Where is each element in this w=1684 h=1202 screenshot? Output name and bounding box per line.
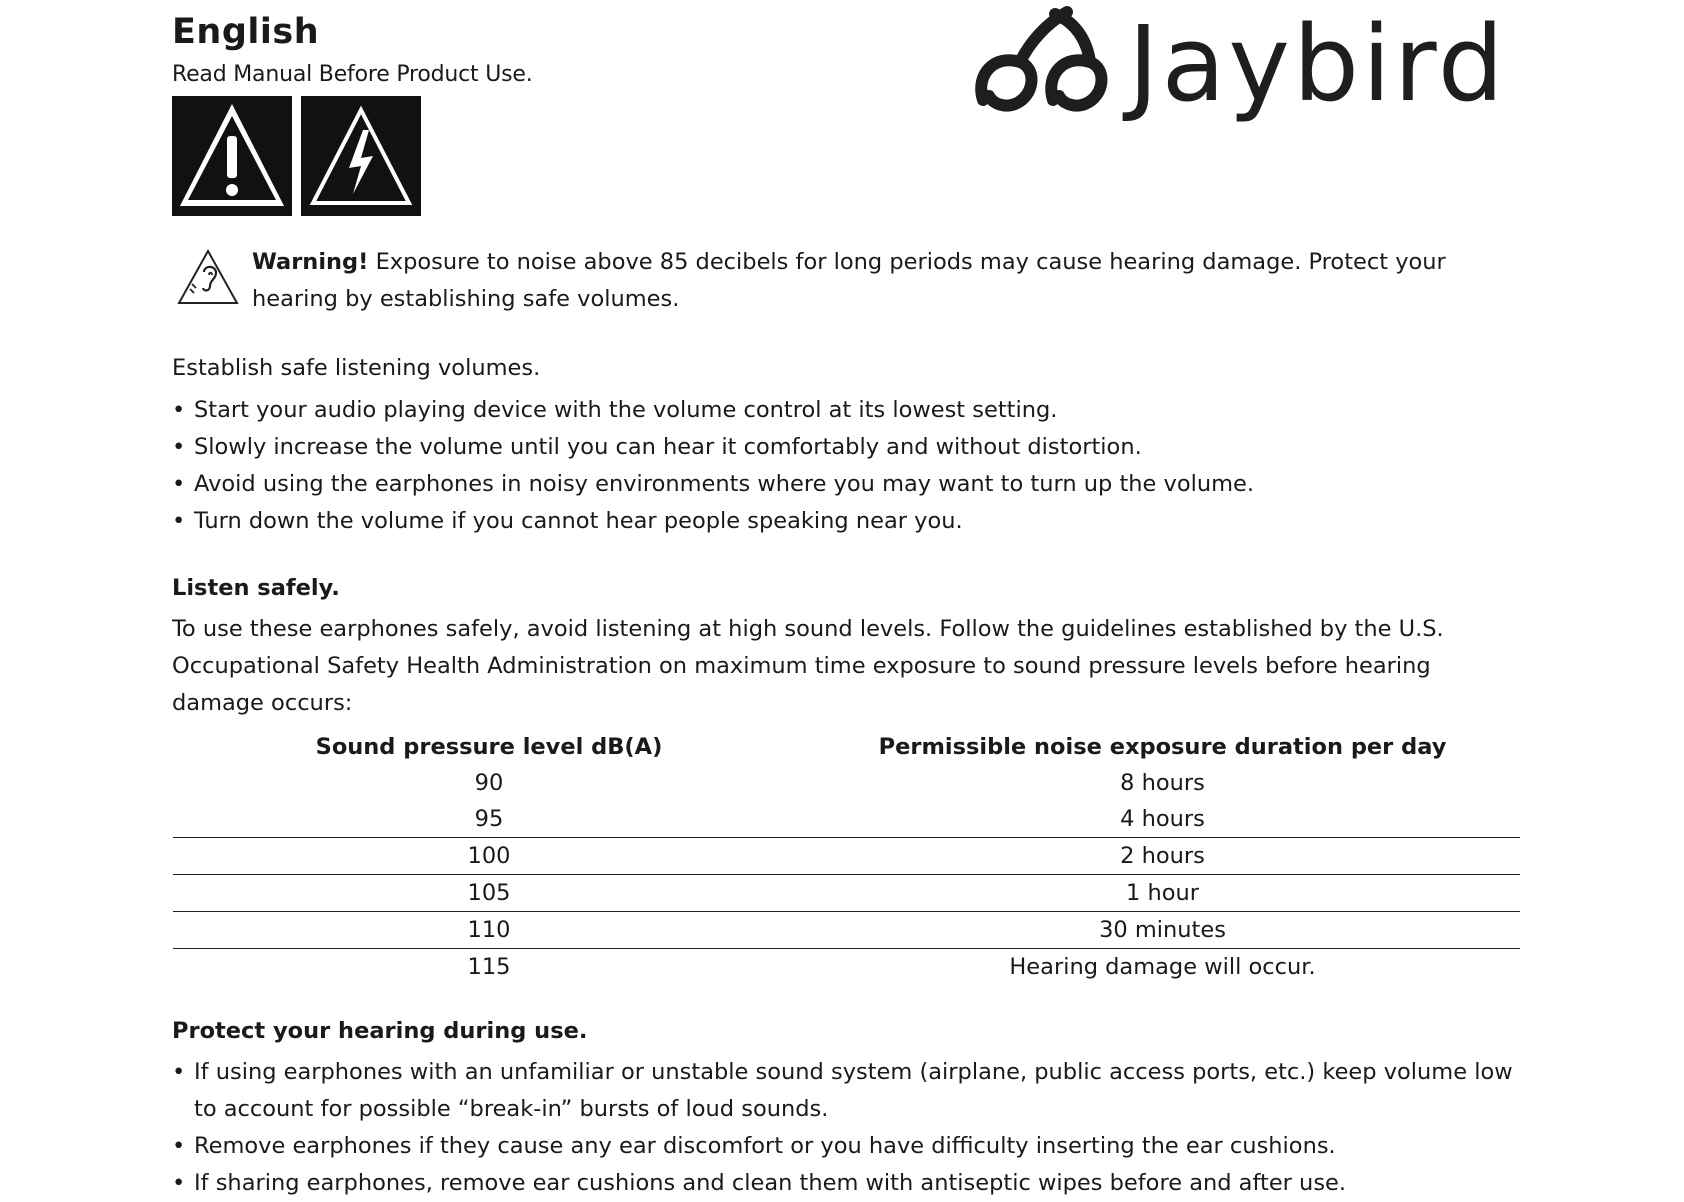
protect-hearing-list: [172, 1054, 1542, 1202]
logo-wordmark: Jaybird: [1128, 3, 1507, 125]
warning-text: [252, 244, 1516, 318]
safety-symbols: [172, 96, 421, 216]
sound-level-cell: 110: [173, 912, 805, 949]
duration-cell: 1 hour: [805, 875, 1520, 912]
table-row: [173, 838, 1520, 875]
duration-cell: 4 hours: [1120, 806, 1205, 832]
jaybird-logo: [975, 4, 1507, 124]
list-item: • Start your audio playing device with the volume control at its lowest setting.: [172, 392, 1542, 429]
sound-level-cell: 105: [173, 875, 805, 912]
listen-safely-text: To use these earphones safely, avoid listening at high sound levels. Follow the guidelines established by the U.S. Occupational Safety Health Administration on maximum time exposure to sound pressure levels before hearing damage occurs:: [172, 616, 1444, 716]
duration-cell: 30 minutes: [805, 912, 1520, 949]
duration-cell: 8 hours: [1120, 770, 1205, 796]
list-item: • If sharing earphones, remove ear cushions and clean them with antiseptic wipes before and after use.: [172, 1165, 1542, 1202]
list-item: • Remove earphones if they cause any ear discomfort or you have difficulty inserting the ear cushions.: [172, 1128, 1542, 1165]
table-row: [173, 949, 1520, 986]
list-item: • Turn down the volume if you cannot hear people speaking near you.: [172, 503, 1542, 540]
column-header-duration: Permissible noise exposure duration per day: [878, 733, 1447, 760]
duration-cell: 2 hours: [805, 838, 1520, 875]
list-item: • If using earphones with an unfamiliar or unstable sound system (airplane, public access ports, etc.) keep volume low to account for possible “break-in” bursts of loud sounds.: [172, 1054, 1542, 1128]
warning-body: Exposure to noise above 85 decibels for long periods may cause hearing damage. Protect your hearing by establishing safe volumes.: [252, 249, 1446, 312]
table-row: [173, 801, 1520, 838]
list-item: • Slowly increase the volume until you can hear it comfortably and without distortion.: [172, 429, 1542, 466]
column-header-sound-level: Sound pressure level dB(A): [315, 733, 663, 760]
sound-level-cell: 95: [474, 806, 504, 832]
safe-volumes-title: Establish safe listening volumes.: [172, 355, 541, 381]
table-header-row: [173, 728, 1520, 765]
list-item: • Avoid using the earphones in noisy environments where you may want to turn up the volume.: [172, 466, 1542, 503]
safe-volumes-list: [172, 392, 1542, 540]
table-row: [173, 765, 1520, 801]
table-row: [173, 912, 1520, 949]
protect-hearing-title: Protect your hearing during use.: [172, 1018, 588, 1044]
sound-level-cell: 90: [474, 770, 504, 796]
warning-lead: Warning!: [252, 249, 369, 275]
listen-safely-title: Listen safely.: [172, 575, 340, 601]
language-heading: English: [172, 12, 320, 52]
warning-exclamation-icon: [172, 96, 292, 216]
sound-level-cell: 100: [173, 838, 805, 875]
table-row: [173, 875, 1520, 912]
duration-cell: Hearing damage will occur.: [805, 949, 1520, 986]
hearing-warning-icon: [176, 248, 240, 306]
sound-level-cell: 115: [173, 949, 805, 986]
noise-exposure-table: [173, 728, 1520, 985]
electric-shock-icon: [301, 96, 421, 216]
jaybird-bird-icon: [975, 4, 1110, 124]
read-manual-notice: Read Manual Before Product Use.: [172, 62, 533, 87]
